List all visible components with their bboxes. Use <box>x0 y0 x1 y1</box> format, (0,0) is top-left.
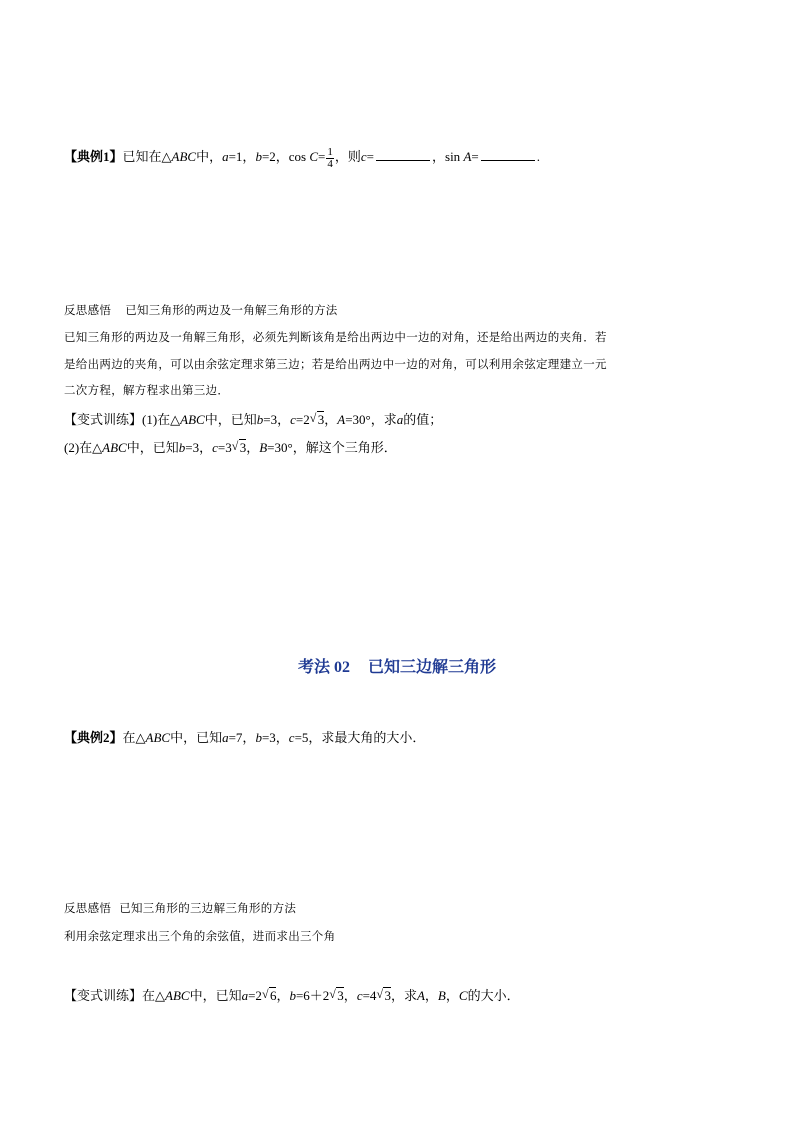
answer-blank-sina[interactable] <box>481 159 535 161</box>
sqrt-symbol: √ 6 <box>261 987 277 1003</box>
reflection-2-line-1: 利用余弦定理求出三个角的余弦值，进而求出三个角 <box>64 931 336 943</box>
sqrt-symbol: √ 3 <box>329 987 344 1003</box>
fraction-one-quarter: $\frac{1}{4}$ <box>327 145 333 170</box>
example-1: 【典例1】已知在△ABC中，a=1，b=2，cos C= $\frac{1}{4}$ ，则c= ，sin A= . <box>64 145 540 170</box>
variant-2-tag: 【变式训练】 <box>64 988 143 1003</box>
sqrt-symbol: √ 3 <box>309 411 325 427</box>
reflection-2-title: 反思感悟 已知三角形的三边解三角形的方法 <box>64 903 297 915</box>
sqrt-symbol: √ 3 <box>231 439 247 455</box>
sqrt-symbol: √ 3 <box>376 987 391 1003</box>
section-title: 已知三边解三角形 <box>368 659 497 676</box>
section-heading <box>0 654 794 677</box>
example-2-tag: 【典例2】 <box>64 730 123 745</box>
reflection-1-title: 反思感悟 已知三角形的两边及一角解三角形的方法 <box>64 305 338 317</box>
variant-1-tag: 【变式训练】 <box>64 412 143 427</box>
reflection-1-line-1: 已知三角形的两边及一角解三角形，必须先判断该角是给出两边中一边的对角，还是给出两边的夹角．若 <box>64 332 607 344</box>
variant-1-part-2: (2)在△ABC中，已知b=3，c=3 √ 3，B=30°，解这个三角形． <box>64 439 397 455</box>
section-number: 考法 02 <box>297 659 350 676</box>
answer-blank-c[interactable] <box>376 159 430 161</box>
reflection-1-line-2: 是给出两边的夹角，可以由余弦定理求第三边；若是给出两边中一边的对角，可以利用余弦定理建立一元 <box>64 359 607 371</box>
variant-2: 【变式训练】在△ABC中，已知a=2 √ 6，b=6＋2 √ 3，c=4 √ 3，求A，B，C的大小． <box>64 987 520 1003</box>
example-1-tag: 【典例1】 <box>64 149 123 164</box>
variant-1-part-1: 【变式训练】(1)在△ABC中，已知b=3，c=2 √ 3，A=30°，求a的值； <box>64 411 443 427</box>
reflection-1-line-3: 二次方程，解方程求出第三边． <box>64 385 230 397</box>
example-2: 【典例2】在△ABC中，已知a=7，b=3，c=5，求最大角的大小． <box>64 730 426 745</box>
